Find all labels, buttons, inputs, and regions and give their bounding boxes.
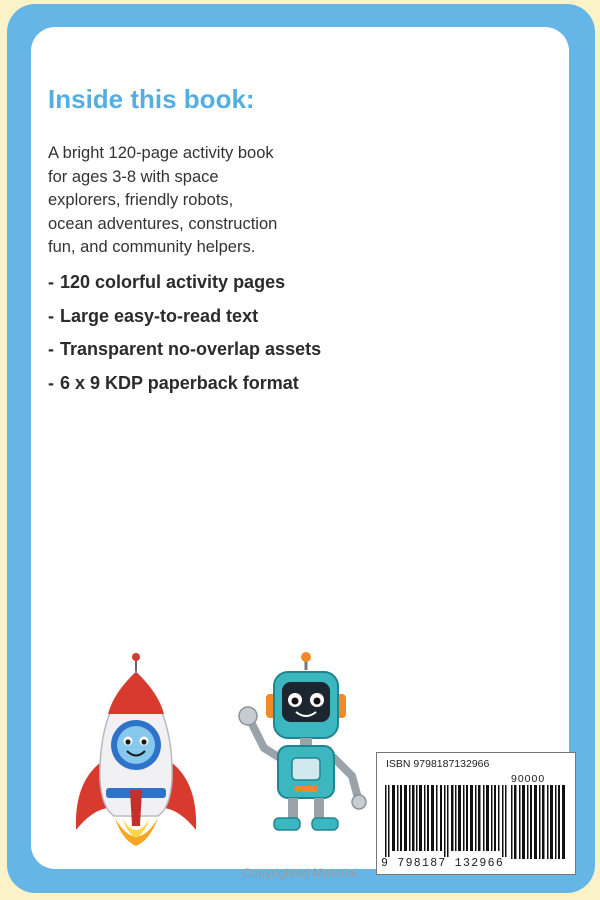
isbn-label: ISBN 9798187132966 [386, 758, 490, 770]
barcode-addon-bars [511, 785, 567, 859]
price-code: 90000 [511, 773, 546, 785]
bullet-dash: - [48, 272, 54, 292]
intro-line: A bright 120-page activity book [48, 144, 274, 162]
feature-text: Large easy-to-read text [60, 305, 259, 326]
feature-item [48, 370, 321, 404]
feature-text: Transparent no-overlap assets [60, 339, 322, 359]
feature-item [48, 336, 321, 370]
barcode-bars [385, 785, 507, 857]
intro-line: for ages 3-8 with space [48, 167, 219, 186]
intro-paragraph [48, 142, 298, 260]
robot-illustration [230, 650, 380, 840]
rocket-illustration [70, 650, 205, 850]
feature-item [48, 269, 321, 303]
barcode-digits: 9 798187 132966 [381, 857, 505, 870]
intro-line: fun, and community helpers. [48, 238, 256, 257]
bullet-dash: - [48, 305, 54, 326]
intro-line: explorers, friendly robots, [48, 191, 234, 210]
bullet-dash: - [48, 372, 54, 393]
feature-text: 120 colorful activity pages [60, 272, 286, 292]
isbn-barcode [376, 752, 576, 875]
inside-heading: Inside this book: [48, 84, 255, 114]
feature-list [48, 269, 321, 403]
feature-item [48, 303, 321, 337]
watermark-bottom: Copyrighted Material [242, 866, 358, 880]
bullet-dash: - [48, 339, 54, 359]
feature-text: 6 x 9 KDP paperback format [60, 372, 299, 393]
intro-line: ocean adventures, construction [48, 214, 278, 233]
